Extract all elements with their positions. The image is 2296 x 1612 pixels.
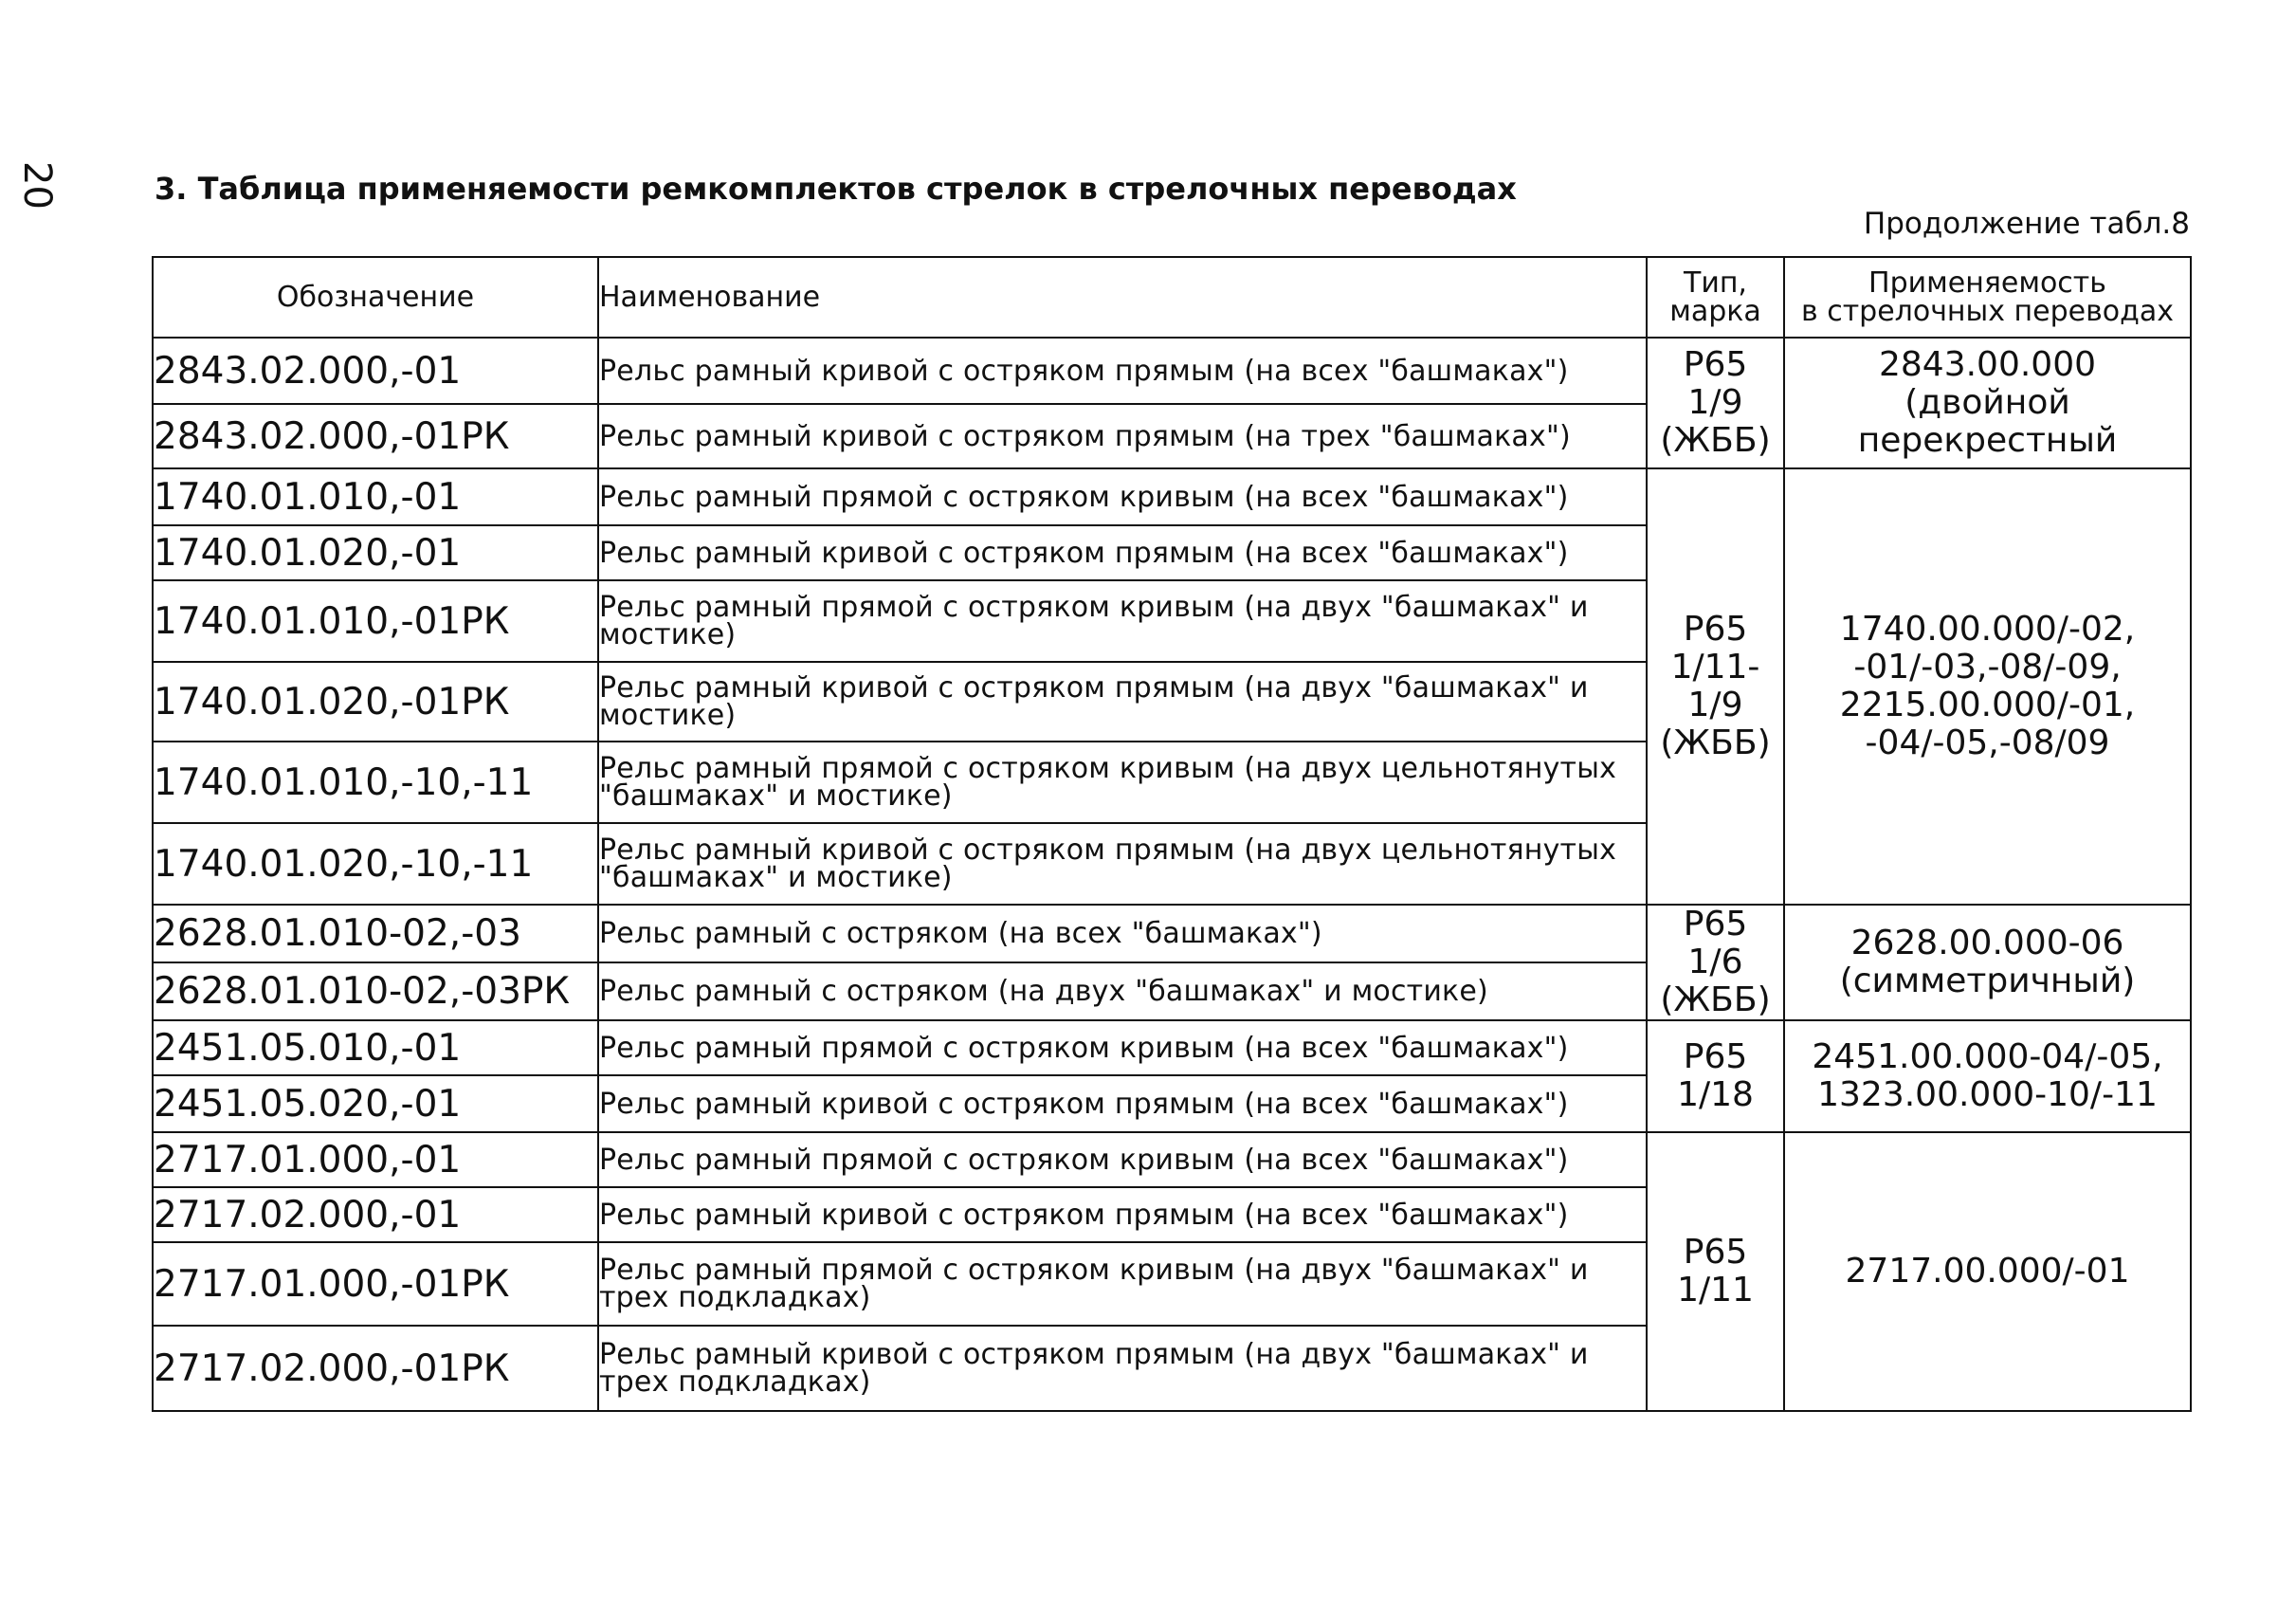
cell-name: Рельс рамный кривой с остряком прямым (на всех "башмаках") (598, 1187, 1647, 1242)
cell-name: Рельс рамный кривой с остряком прямым (на двух цельнотянутых "башмаках" и мостике) (598, 823, 1647, 905)
cell-name: Рельс рамный кривой с остряком прямым (на всех "башмаках") (598, 1075, 1647, 1132)
type-mark-line: Р65 (1683, 610, 1748, 649)
type-mark-line: (ЖББ) (1660, 724, 1771, 762)
cell-code: 2717.02.000,-01 (153, 1187, 598, 1242)
cell-code: 1740.01.020,-01РК (153, 662, 598, 742)
cell-type-mark (1647, 468, 1784, 905)
cell-type-mark (1647, 905, 1784, 1020)
table-row (153, 905, 2191, 962)
applicability-line: -04/-05,-08/09 (1865, 724, 2110, 762)
applicability-line: 2628.00.000-06 (1850, 924, 2124, 962)
type-mark-line: 1/11- (1670, 648, 1760, 687)
cell-code: 2843.02.000,-01 (153, 338, 598, 404)
table-row (153, 468, 2191, 525)
cell-applicability (1784, 468, 2191, 905)
type-mark-line: 1/11 (1677, 1271, 1754, 1310)
applicability-line: перекрестный (1857, 421, 2118, 460)
header-name: Наименование (598, 257, 1647, 338)
type-mark-line: 1/9 (1687, 686, 1743, 724)
cell-applicability (1784, 905, 2191, 1020)
cell-name: Рельс рамный кривой с остряком прямым (на двух "башмаках" и мостике) (598, 662, 1647, 742)
cell-name: Рельс рамный кривой с остряком прямым (на трех "башмаках") (598, 404, 1647, 468)
cell-code: 1740.01.010,-01 (153, 468, 598, 525)
cell-name: Рельс рамный прямой с остряком кривым (на двух "башмаках" и мостике) (598, 580, 1647, 662)
cell-code: 2717.01.000,-01 (153, 1132, 598, 1187)
cell-code: 1740.01.010,-01РК (153, 580, 598, 662)
cell-code: 2628.01.010-02,-03 (153, 905, 598, 962)
cell-applicability (1784, 1020, 2191, 1132)
header-type-line: марка (1669, 294, 1761, 328)
cell-applicability (1784, 338, 2191, 468)
cell-code: 2451.05.010,-01 (153, 1020, 598, 1075)
header-code: Обозначение (153, 257, 598, 338)
header-type (1647, 257, 1784, 338)
type-mark-line: (ЖББ) (1660, 980, 1771, 1019)
cell-type-mark (1647, 1132, 1784, 1411)
type-mark-line: Р65 (1683, 905, 1748, 943)
applicability-line: 1323.00.000-10/-11 (1817, 1075, 2158, 1114)
applicability-line: 1740.00.000/-02, (1839, 610, 2136, 649)
cell-name: Рельс рамный с остряком (на всех "башмаках") (598, 905, 1647, 962)
table-row (153, 1020, 2191, 1075)
cell-type-mark (1647, 338, 1784, 468)
type-mark-line: Р65 (1683, 1233, 1748, 1272)
cell-name: Рельс рамный прямой с остряком кривым (на всех "башмаках") (598, 468, 1647, 525)
applicability-table (152, 256, 2192, 1412)
applicability-line: -01/-03,-08/-09, (1853, 648, 2122, 687)
table-row (153, 338, 2191, 404)
applicability-line: (двойной (1904, 383, 2070, 422)
applicability-line: 2451.00.000-04/-05, (1812, 1037, 2163, 1076)
table-body (153, 338, 2191, 1411)
type-mark-line: Р65 (1683, 345, 1748, 384)
cell-code: 1740.01.010,-10,-11 (153, 742, 598, 823)
type-mark-line: 1/9 (1687, 383, 1743, 422)
cell-name: Рельс рамный кривой с остряком прямым (на всех "башмаках") (598, 525, 1647, 580)
cell-code: 2843.02.000,-01РК (153, 404, 598, 468)
cell-applicability (1784, 1132, 2191, 1411)
cell-code: 2628.01.010-02,-03РК (153, 962, 598, 1020)
applicability-line: 2215.00.000/-01, (1839, 686, 2136, 724)
applicability-line: 2843.00.000 (1878, 345, 2097, 384)
cell-name: Рельс рамный прямой с остряком кривым (на двух цельнотянутых "башмаках" и мостике) (598, 742, 1647, 823)
header-applicability-line: в стрелочных переводах (1800, 294, 2175, 328)
type-mark-line: 1/6 (1687, 943, 1743, 981)
header-applicability (1784, 257, 2191, 338)
header-type-line: Тип, (1684, 266, 1747, 300)
page-number: 20 (15, 161, 59, 210)
type-mark-line: (ЖББ) (1660, 421, 1771, 460)
page-title: 3. Таблица применяемости ремкомплектов стрелок в стрелочных переводах (155, 171, 1517, 207)
table-row (153, 1132, 2191, 1187)
type-mark-line: 1/18 (1677, 1075, 1754, 1114)
cell-code: 2451.05.020,-01 (153, 1075, 598, 1132)
cell-type-mark (1647, 1020, 1784, 1132)
cell-name: Рельс рамный кривой с остряком прямым (на всех "башмаках") (598, 338, 1647, 404)
cell-name: Рельс рамный прямой с остряком кривым (на двух "башмаках" и трех подкладках) (598, 1242, 1647, 1326)
cell-code: 2717.02.000,-01РК (153, 1326, 598, 1411)
cell-name: Рельс рамный прямой с остряком кривым (на всех "башмаках") (598, 1132, 1647, 1187)
type-mark-line: Р65 (1683, 1037, 1748, 1076)
cell-code: 2717.01.000,-01РК (153, 1242, 598, 1326)
table-header-row (153, 257, 2191, 338)
cell-name: Рельс рамный с остряком (на двух "башмаках" и мостике) (598, 962, 1647, 1020)
applicability-line: 2717.00.000/-01 (1845, 1252, 2130, 1291)
cell-name: Рельс рамный кривой с остряком прямым (на двух "башмаках" и трех подкладках) (598, 1326, 1647, 1411)
table-continuation-label: Продолжение табл.8 (1863, 207, 2190, 241)
cell-code: 1740.01.020,-10,-11 (153, 823, 598, 905)
cell-code: 1740.01.020,-01 (153, 525, 598, 580)
header-applicability-line: Применяемость (1868, 266, 2106, 300)
applicability-line: (симметричный) (1839, 962, 2136, 1000)
cell-name: Рельс рамный прямой с остряком кривым (на всех "башмаках") (598, 1020, 1647, 1075)
